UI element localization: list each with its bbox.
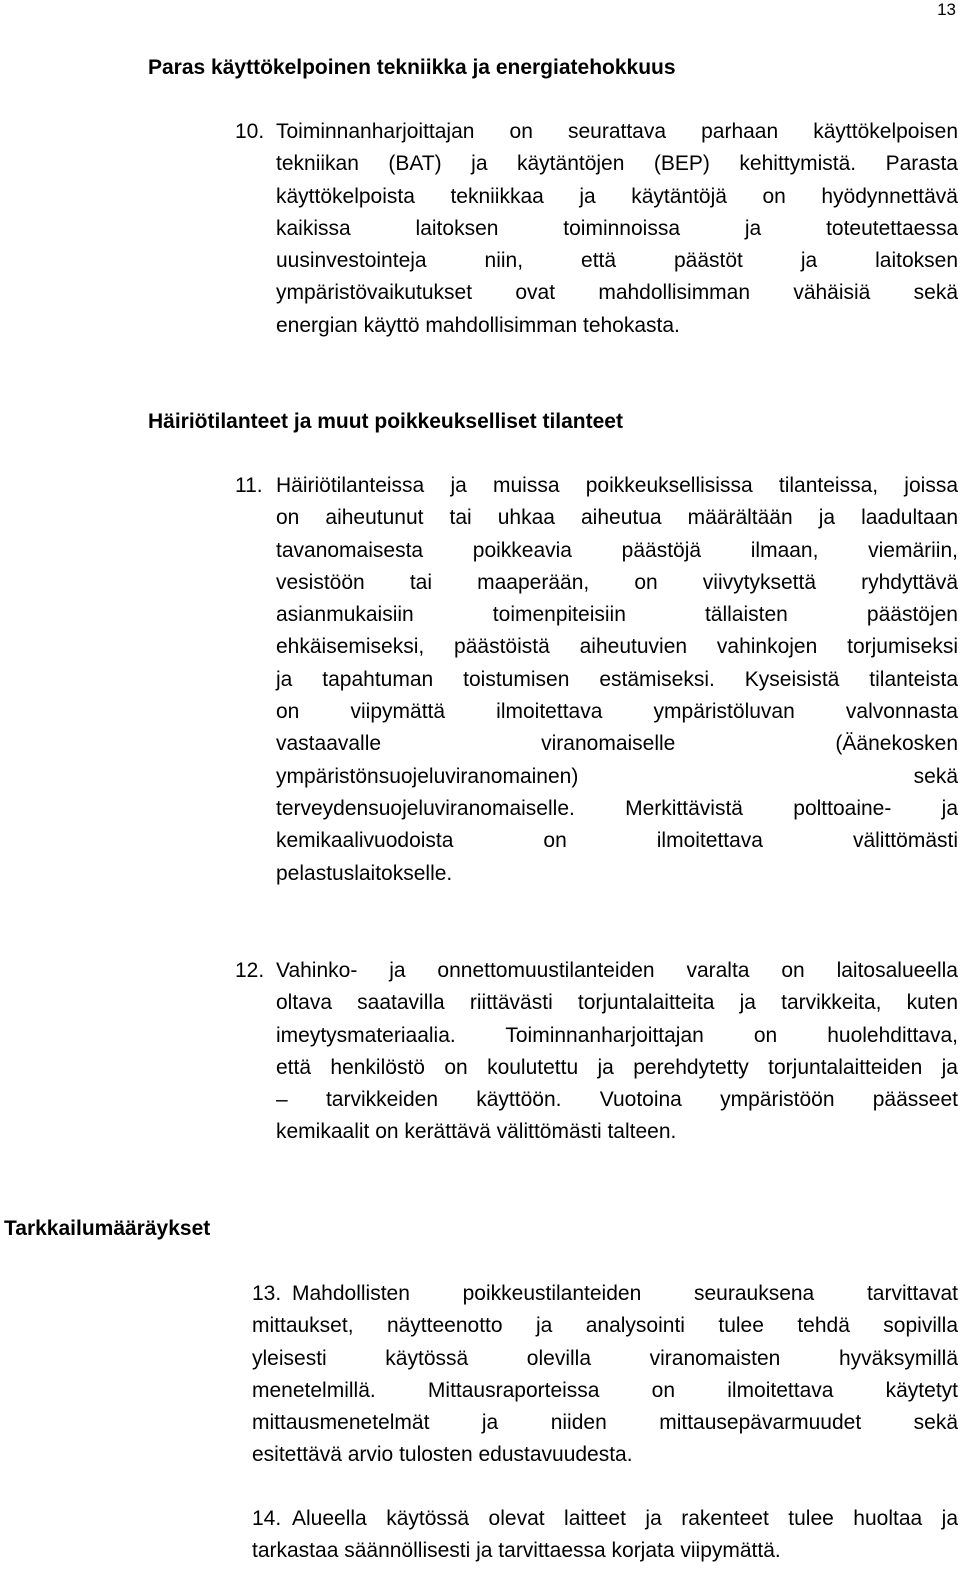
paragraph-line: energian käyttö mahdollisimman tehokasta. xyxy=(276,313,680,337)
paragraph-line: että henkilöstö on koulutettu ja perehdytetty torjuntalaitteiden ja xyxy=(276,1055,958,1079)
paragraph-line: terveydensuojeluviranomaiselle. Merkittävistä polttoaine- ja xyxy=(276,796,958,820)
paragraph-number: 11. xyxy=(235,474,263,497)
paragraph-line: käyttökelpoista tekniikkaa ja käytäntöjä on hyödynnettävä xyxy=(276,184,958,208)
paragraph-11 xyxy=(235,470,958,890)
paragraph-line: mittausmenetelmät ja niiden mittausepävarmuudet sekä xyxy=(252,1411,958,1435)
paragraph-line: oltava saatavilla riittävästi torjuntalaitteita ja tarvikkeita, kuten xyxy=(276,991,958,1015)
paragraph-line: mittaukset, näytteenotto ja analysointi tulee tehdä sopivilla xyxy=(252,1314,958,1338)
paragraph-line: Vahinko- ja onnettomuustilanteiden varalta on laitosalueella xyxy=(276,959,958,982)
paragraph-line: imeytysmateriaalia. Toiminnanharjoittajan on huolehdittava, xyxy=(276,1023,958,1047)
paragraph-line: kemikaalit on kerättävä välittömästi talteen. xyxy=(276,1120,677,1144)
paragraph-number: 14. xyxy=(252,1507,282,1530)
section-heading-bat: Paras käyttökelpoinen tekniikka ja energiatehokkuus xyxy=(148,56,676,79)
paragraph-13 xyxy=(252,1278,958,1472)
paragraph-line: menetelmillä. Mittausraporteissa on ilmoitettava käytetyt xyxy=(252,1378,958,1402)
paragraph-line: tarkastaa säännöllisesti ja tarvittaessa korjata viipymättä. xyxy=(252,1539,781,1563)
paragraph-line: kemikaalivuodoista on ilmoitettava välittömästi xyxy=(276,829,958,853)
paragraph-line: esitettävä arvio tulosten edustavuudesta. xyxy=(252,1443,633,1467)
paragraph-line: on aiheutunut tai uhkaa aiheutua määrältään ja laadultaan xyxy=(276,506,958,530)
paragraph-line: tekniikan (BAT) ja käytäntöjen (BEP) kehittymistä. Parasta xyxy=(276,152,958,176)
paragraph-line: Alueella käytössä olevat laitteet ja rakenteet tulee huoltaa ja xyxy=(292,1507,958,1530)
paragraph-line: ja tapahtuman toistumisen estämiseksi. Kyseisistä tilanteista xyxy=(276,667,958,691)
paragraph-line: vastaavalle viranomaiselle (Äänekosken xyxy=(276,732,958,756)
paragraph-line: tavanomaisesta poikkeavia päästöjä ilmaan, viemäriin, xyxy=(276,538,958,562)
paragraph-number: 10. xyxy=(235,120,265,143)
paragraph-line: on viipymättä ilmoitettava ympäristöluvan valvonnasta xyxy=(276,700,958,724)
paragraph-number: 13. xyxy=(252,1282,282,1305)
paragraph-10 xyxy=(235,116,958,342)
paragraph-line: Mahdollisten poikkeustilanteiden seurauksena tarvittavat xyxy=(292,1282,958,1305)
paragraph-number: 12. xyxy=(235,959,265,982)
paragraph-line: – tarvikkeiden käyttöön. Vuotoina ympäristöön päässeet xyxy=(276,1088,958,1112)
paragraph-14 xyxy=(252,1503,958,1568)
paragraph-line: asianmukaisiin toimenpiteisiin tällaisten päästöjen xyxy=(276,603,958,627)
paragraph-line: Häiriötilanteissa ja muissa poikkeuksellisissa tilanteissa, joissa xyxy=(276,474,958,497)
paragraph-line: ympäristönsuojeluviranomainen) sekä xyxy=(276,764,958,788)
paragraph-line: kaikissa laitoksen toiminnoissa ja toteutettaessa xyxy=(276,216,958,240)
paragraph-line: ehkäisemiseksi, päästöistä aiheutuvien vahinkojen torjumiseksi xyxy=(276,635,958,659)
paragraph-12 xyxy=(235,955,958,1149)
section-heading-disturbances: Häiriötilanteet ja muut poikkeukselliset tilanteet xyxy=(148,410,623,433)
paragraph-line: Toiminnanharjoittajan on seurattava parhaan käyttökelpoisen xyxy=(276,120,958,143)
paragraph-line: ympäristövaikutukset ovat mahdollisimman vähäisiä sekä xyxy=(276,281,958,305)
paragraph-line: yleisesti käytössä olevilla viranomaisten hyväksymillä xyxy=(252,1346,958,1370)
paragraph-line: uusinvestointeja niin, että päästöt ja laitoksen xyxy=(276,249,958,273)
page-number: 13 xyxy=(937,0,956,19)
paragraph-line: vesistöön tai maaperään, on viivytyksettä ryhdyttävä xyxy=(276,570,958,594)
section-heading-monitoring: Tarkkailumääräykset xyxy=(4,1217,211,1240)
paragraph-line: pelastuslaitokselle. xyxy=(276,861,453,885)
